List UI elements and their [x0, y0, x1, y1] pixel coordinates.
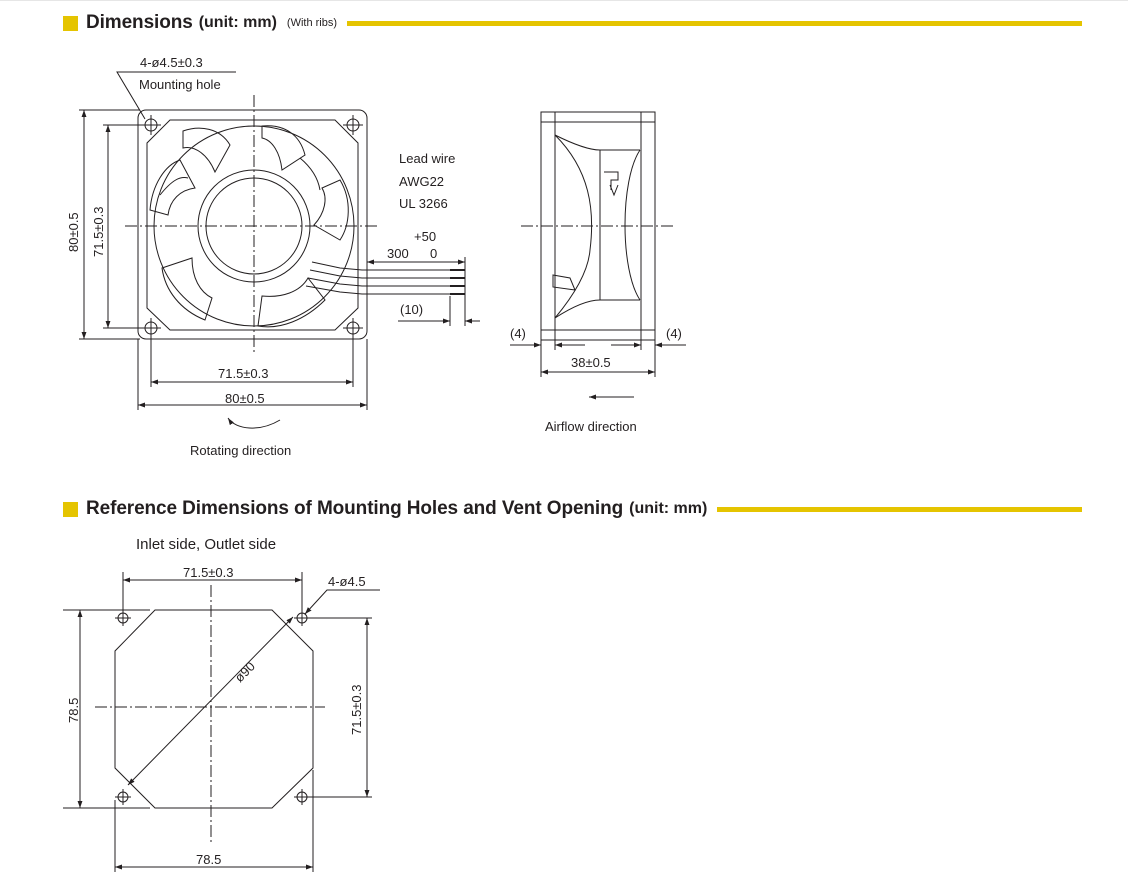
height-inner-label: 71.5±0.3: [91, 206, 106, 257]
tolerance-zero-label: 0: [430, 246, 438, 261]
dimensions-title: Dimensions: [86, 12, 193, 33]
reference-unit: (unit: mm): [629, 500, 708, 517]
bottom-dim-label: 78.5: [196, 852, 222, 867]
depth-label: 38±0.5: [571, 355, 611, 370]
width-inner-label: 71.5±0.3: [218, 366, 269, 381]
diameter-label: ø90: [231, 658, 258, 686]
height-outer-label: 80±0.5: [66, 212, 81, 252]
vent-opening-drawing: [95, 585, 325, 845]
tolerance-plus-label: +50: [414, 229, 437, 244]
reference-title: Reference Dimensions of Mounting Holes and Vent Opening: [86, 498, 624, 519]
right-dim-label: 71.5±0.3: [349, 684, 364, 735]
mounting-hole-label: Mounting hole: [139, 77, 221, 92]
reference-dimensions: [63, 572, 380, 872]
awg-label: AWG22: [399, 174, 445, 189]
rotating-direction-label: Rotating direction: [190, 443, 292, 458]
lead-length-label: 300: [387, 246, 409, 261]
airflow-direction-label: Airflow direction: [545, 419, 637, 434]
top-dim-label: 71.5±0.3: [183, 565, 234, 580]
dimensions-note: (With ribs): [286, 17, 338, 29]
lead-wire-label: Lead wire: [399, 151, 456, 166]
dimensions-unit: (unit: mm): [198, 14, 277, 31]
strip-length-label: (10): [400, 302, 424, 317]
rib-right-label: (4): [666, 326, 682, 341]
ul-label: UL 3266: [399, 196, 448, 211]
hole-dim-label: 4-ø4.5: [328, 574, 366, 589]
rib-left-label: (4): [510, 326, 526, 341]
width-outer-label: 80±0.5: [225, 391, 265, 406]
left-dim-label: 78.5: [66, 697, 81, 723]
hole-spec-label: 4-ø4.5±0.3: [140, 55, 203, 70]
inlet-outlet-label: Inlet side, Outlet side: [136, 536, 277, 553]
